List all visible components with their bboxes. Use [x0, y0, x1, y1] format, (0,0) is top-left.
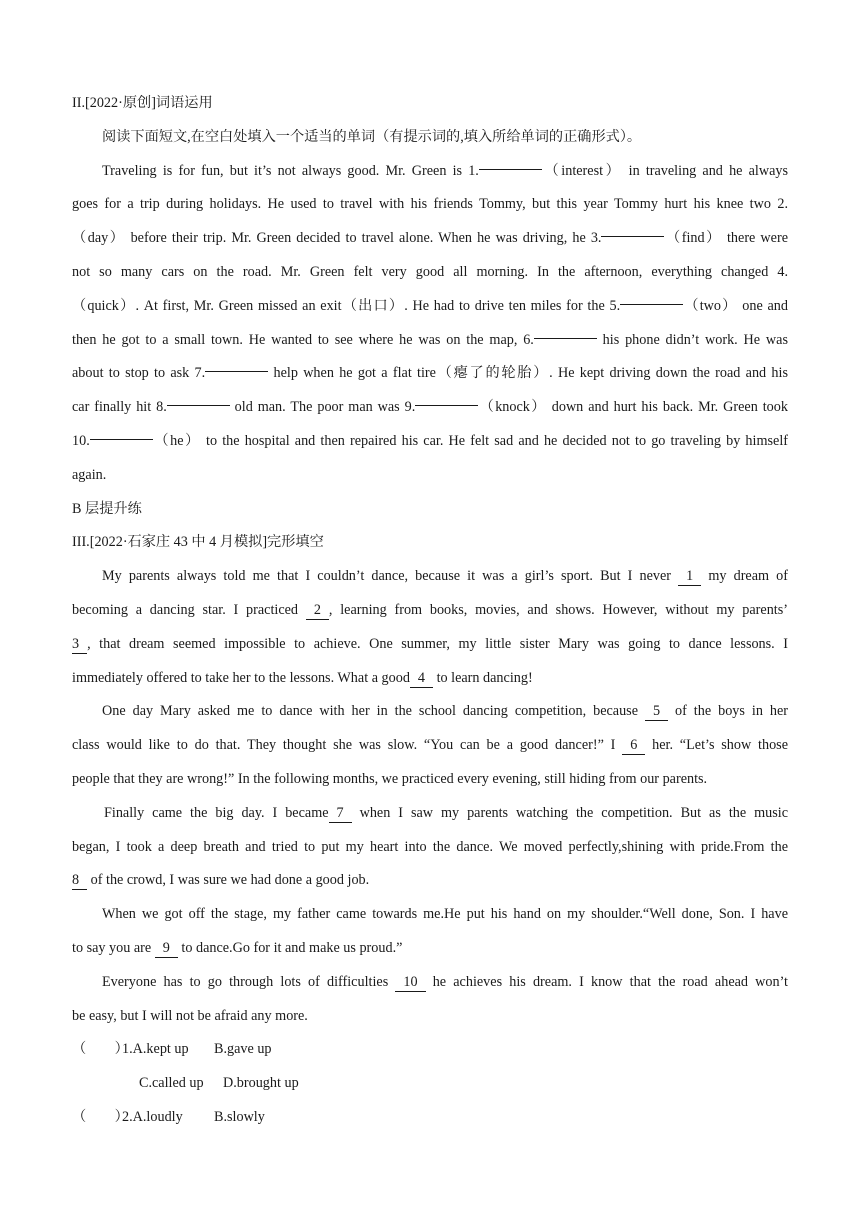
passage-line: began, I took a deep breath and tried to put my heart into the dance. We moved perfectly,shining with pride.From the	[72, 838, 788, 855]
cloze-blank[interactable]: 7	[329, 798, 352, 828]
passage-line: Finally came the big day. I became 7 when I saw my parents watching the competition. But as the music	[72, 798, 788, 832]
cloze-blank[interactable]: 2	[306, 595, 329, 625]
passage-line: class would like to do that. They thought she was slow. “You can be a good dancer!” I 6 her. “Let’s show those	[72, 730, 788, 764]
answer-paren[interactable]: （ ）	[72, 1041, 129, 1058]
cloze-blank[interactable]: 1	[678, 561, 701, 591]
cloze-blank[interactable]: 9	[155, 933, 178, 963]
cloze-blank[interactable]: 3	[72, 629, 87, 659]
passage-line: becoming a dancing star. I practiced 2 , learning from books, movies, and shows. However, without my parents’	[72, 595, 788, 629]
passage-line: be easy, but I will not be afraid any more.	[72, 1007, 308, 1024]
hint: （two）	[683, 297, 738, 314]
passage-line: car finally hit 8. old man. The poor man was 9. （knock） down and hurt his back. Mr. Green took	[72, 399, 788, 416]
passage-line: not so many cars on the road. Mr. Green felt very good all morning. In the afternoon, everything changed 4.	[72, 263, 788, 280]
document-page	[72, 88, 788, 1136]
question-1	[72, 1034, 788, 1068]
section-2-title: II.[2022·原创]词语运用	[72, 95, 213, 111]
passage-line: Everyone has to go through lots of difficulties 10 he achieves his dream. I know that the road ahead won’t	[72, 967, 788, 1001]
passage-line: to say you are 9 to dance.Go for it and make us proud.”	[72, 933, 788, 967]
cloze-blank[interactable]: 6	[622, 730, 645, 760]
hint: （find）	[664, 230, 722, 247]
passage-line: Traveling is for fun, but it’s not always good. Mr. Green is 1. （interest） in traveling and he always	[102, 162, 789, 179]
option-b[interactable]: B.gave up	[214, 1041, 272, 1058]
cloze-blank[interactable]: 10	[395, 967, 425, 997]
passage-line: My parents always told me that I couldn’t dance, because it was a girl’s sport. But I never 1 my dream of	[72, 561, 788, 595]
hint: （interest）	[541, 162, 623, 179]
question-2	[72, 1102, 788, 1136]
passage-line: then he got to a small town. He wanted to see where he was on the map, 6. his phone didn’t work. He was	[72, 331, 788, 348]
option-d[interactable]: D.brought up	[223, 1075, 299, 1092]
hint: （quick）	[72, 297, 136, 314]
passage-line: 10. （he） to the hospital and then repaired his car. He felt sad and he decided not to go traveling by himself	[72, 432, 788, 449]
section-2-instruction: 阅读下面短文,在空白处填入一个适当的单词（有提示词的,填入所给单词的正确形式）。	[102, 128, 642, 145]
passage-line: One day Mary asked me to dance with her in the school dancing competition, because 5 of the boys in her	[72, 696, 788, 730]
passage-line: 3 , that dream seemed impossible to achieve. One summer, my little sister Mary was going to dance lessons. I	[72, 629, 788, 663]
option-c[interactable]: C.called up	[139, 1075, 204, 1092]
passage-line: goes for a trip during holidays. He used to travel with his friends Tommy, but this year Tommy hurt his knee two 2.	[72, 196, 788, 213]
cloze-blank[interactable]: 4	[410, 663, 433, 693]
option-a[interactable]: 1.A.kept up	[122, 1041, 189, 1058]
answer-paren[interactable]: （ ）	[72, 1108, 129, 1125]
question-1-options-cd	[72, 1068, 788, 1102]
cloze-blank[interactable]: 8	[72, 865, 87, 895]
section-3-title: III.[2022·石家庄 43 中 4 月模拟]完形填空	[72, 534, 324, 551]
passage-line: immediately offered to take her to the lessons. What a good 4 to learn dancing!	[72, 663, 788, 697]
option-b[interactable]: B.slowly	[214, 1108, 265, 1125]
hint: （knock）	[478, 399, 547, 416]
hint: （he）	[152, 432, 201, 449]
passage-line: （day） before their trip. Mr. Green decided to travel alone. When he was driving, he 3. （find） there were	[72, 230, 788, 247]
option-a[interactable]: 2.A.loudly	[122, 1108, 183, 1125]
passage-line: 8 of the crowd, I was sure we had done a good job.	[72, 865, 788, 899]
level-b-heading: B 层提升练	[72, 500, 142, 517]
passage-line: again.	[72, 466, 107, 483]
passage-line: people that they are wrong!” In the following months, we practiced every evening, still hiding from our parents.	[72, 770, 708, 787]
passage-line: When we got off the stage, my father came towards me.He put his hand on my shoulder.“Well done, Son. I have	[102, 906, 788, 923]
hint: （day）	[72, 230, 126, 247]
passage-line: about to stop to ask 7. help when he got a flat tire（瘪了的轮胎）. He kept driving down the road and his	[72, 365, 788, 382]
passage-line: （quick）. At first, Mr. Green missed an exit（出口）. He had to drive ten miles for the 5. （two） one and	[72, 297, 788, 314]
cloze-blank[interactable]: 5	[645, 696, 668, 726]
